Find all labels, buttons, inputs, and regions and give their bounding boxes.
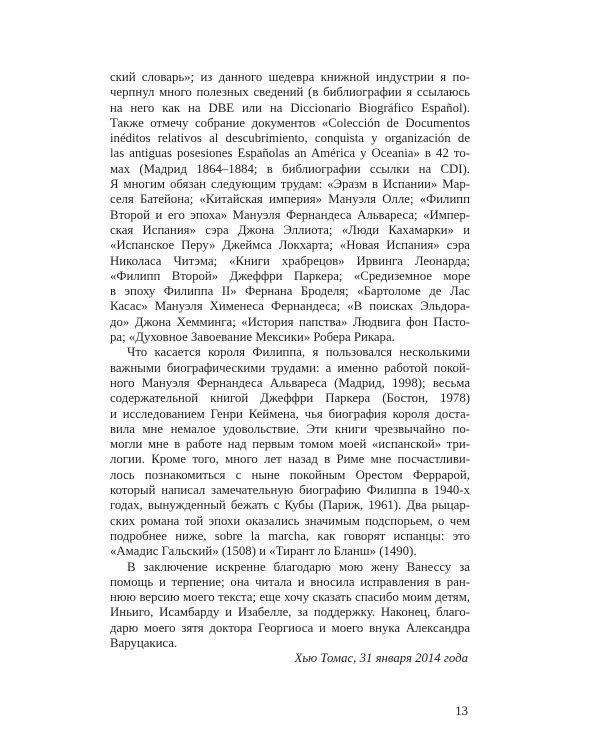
text-line: на него как на DBE или на Diccionario Biográfico Español). [110, 100, 470, 115]
text-line: Я многим обязан следующим трудам: «Эразм в Испании» Мар- [110, 177, 470, 192]
text-line: Николаса Читэма; «Книги храбрецов» Ирвинга Леонарда; [110, 253, 470, 268]
text-line: могли мне в работе над первым томом моей «испанской» три- [110, 437, 470, 452]
text-line: В заключение искренне благодарю мою жену Ванессу за [127, 559, 470, 574]
text-line: в эпоху Филиппа II» Фернана Броделя; «Бартоломе де Лас [110, 284, 470, 299]
text-line: Также отмечу собрание документов «Colección de Documentos [110, 115, 470, 130]
text-line: и исследованием Генри Кеймена, чья биография короля доста- [110, 406, 470, 421]
text-line: Иньиго, Исамбарду и Изабелле, за поддержку. Наконец, благо- [110, 605, 470, 620]
text-line: Что касается короля Филиппа, я пользовался несколькими [127, 345, 470, 360]
text-line: ский словарь»; из данного шедевра книжной индустрии я по- [110, 70, 470, 84]
author-signature: Хью Томас, 31 января 2014 года [294, 651, 468, 666]
text-line: лось познакомиться с ныне покойным Орестом Феррарой, [110, 467, 470, 482]
text-line: нюю версию моего текста; еще хочу сказать спасибо моим детям, [110, 590, 470, 605]
text-line: ного Мануэля Фернандеса Альвареса (Мадрид, 1998); весьма [110, 375, 470, 390]
text-line: Касас» Мануэля Хименеса Фернандеса; «В поисках Эльдора- [110, 299, 470, 314]
text-line: las antiguas posesiones Españolas an América y Oceania» в 42 то- [110, 146, 470, 161]
text-line: дарю моего зятя доктора Георгиоса и моего внука Александра [110, 620, 470, 635]
paragraph-1 [110, 70, 470, 345]
text-line: важными биографическими трудами: а именно работой покой- [110, 360, 470, 375]
text-line: inéditos relativos al descubrimiento, conquista y organización de [110, 131, 470, 146]
text-line: годах, вынужденный бежать с Кубы (Париж, 1961). Два рыцар- [110, 498, 470, 513]
text-line: Варуцакиса. [110, 635, 178, 650]
text-line: «Филипп Второй» Джеффри Паркера; «Средиземное море [110, 268, 470, 283]
text-line: логии. Кроме того, много лет назад в Риме мне посчастливи- [110, 452, 470, 467]
text-line: черпнул много полезных сведений (в библиографии я ссылаюсь [110, 85, 470, 100]
text-line: ских романа той эпохи оказались значимым подспорьем, о чем [110, 513, 470, 528]
text-line: который написал замечательную биографию Филиппа в 1940-х [110, 483, 470, 498]
text-line: подробнее ниже, sobre la marcha, как говорят испанцы: это [110, 528, 470, 543]
text-line: мах (Мадрид 1864–1884; в библиографии ссылки на CDI). [110, 161, 470, 176]
text-line: до» Джона Хемминга; «История папства» Людвига фон Пасто- [110, 314, 470, 329]
text-line: помощь и терпение; она читала и вносила исправления в ран- [110, 574, 470, 589]
text-line: ра; «Духовное Завоевание Мексики» Робера Рикара. [110, 330, 395, 345]
text-line: Второй и его эпоха» Мануэля Фернандеса Альвареса; «Импер- [110, 207, 470, 222]
text-line: «Амадис Гальский» (1508) и «Тирант ло Бланш» (1490). [110, 544, 417, 559]
text-line: вила мне немалое удовольствие. Эти книги чрезвычайно по- [110, 421, 470, 436]
text-line: «Испанское Перу» Джеймса Локхарта; «Новая Испания» сэра [110, 238, 470, 253]
text-line: содержательной книгой Джеффри Паркера (Бостон, 1978) [110, 391, 470, 406]
page-number: 13 [455, 704, 468, 718]
text-line: селя Батейона; «Китайская империя» Мануэля Олле; «Филипп [110, 192, 470, 207]
paragraph-3 [110, 560, 470, 652]
body-text [110, 70, 470, 667]
text-line: ская Испания» сэра Джона Эллиота; «Люди Кахамарки» и [110, 222, 470, 237]
paragraph-2 [110, 345, 470, 559]
